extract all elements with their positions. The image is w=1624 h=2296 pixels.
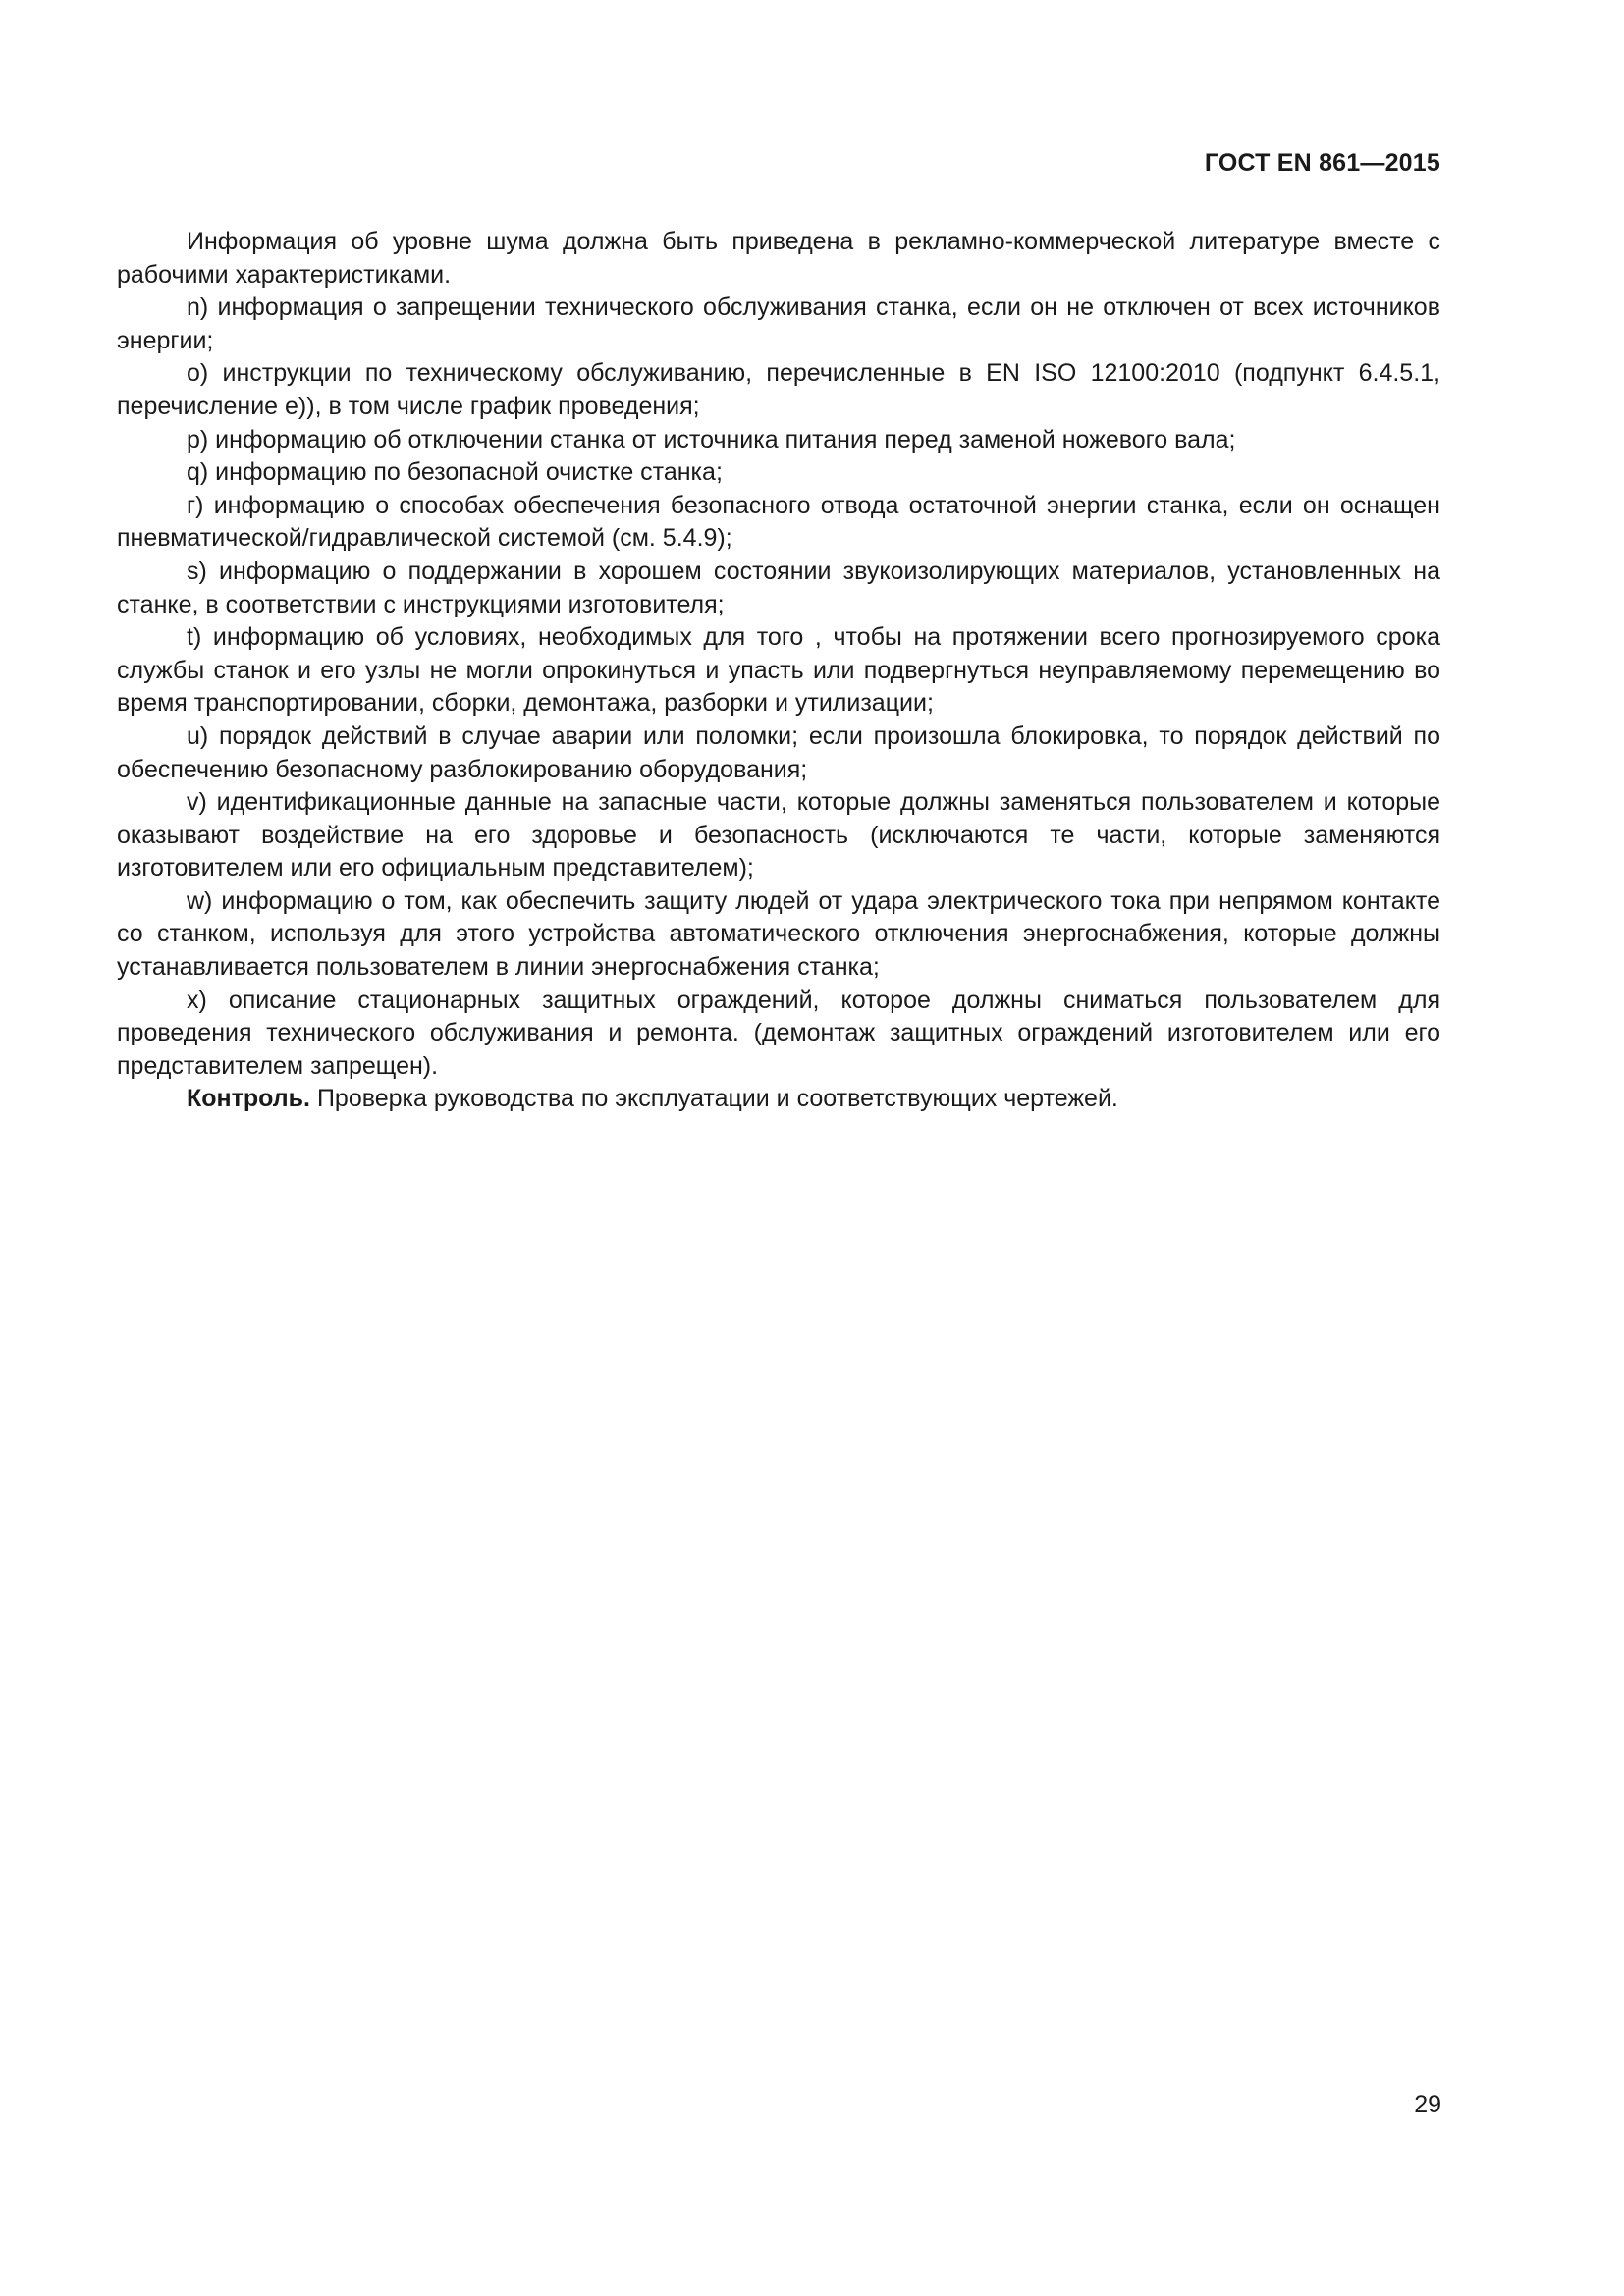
list-item-w: w) информацию о том, как обеспечить защиту людей от удара электрического тока при непрямом контакте со станком, используя для этого устройства автоматического отключения энергоснабжения, которые должны устанавливается пользователем в линии энергоснабжения станка; <box>117 886 1440 982</box>
list-item-u: u) порядок действий в случае аварии или поломки; если произошла блокировка, то порядок действий по обеспечению безопасному разблокированию оборудования; <box>117 721 1440 783</box>
list-item-p: р) информацию об отключении станка от источника питания перед заменой ножевого вала; <box>187 425 1236 454</box>
list-item-t: t) информацию об условиях, необходимых для того , чтобы на протяжении всего прогнозируемого срока службы станок и его узлы не могли опрокинуться и упасть или подвергнуться неуправляемому перемещению во время транспортировании, сборки, демонтажа, разборки и утилизации; <box>117 623 1440 718</box>
control-text: Проверка руководства по эксплуатации и соответствующих чертежей. <box>310 1085 1118 1113</box>
control-paragraph <box>117 1083 1440 1116</box>
paragraph-noise-info: Информация об уровне шума должна быть приведена в рекламно-коммерческой литературе вместе с рабочими характеристиками. <box>117 228 1440 289</box>
list-item-s: s) информацию о поддержании в хорошем состоянии звукоизолирующих материалов, установленных на станке, в соответствии с инструкциями изготовителя; <box>117 557 1440 618</box>
list-item-o: о) инструкции по техническому обслуживанию, перечисленные в EN ISO 12100:2010 (подпункт 6.4.5.1, перечисление е)), в том числе график проведения; <box>117 359 1440 420</box>
page-number: 29 <box>1414 2091 1441 2118</box>
document-code-header: ГОСТ EN 861—2015 <box>1204 149 1440 177</box>
list-item-q: q) информацию по безопасной очистке станка; <box>187 458 723 487</box>
list-item-x: x) описание стационарных защитных ограждений, которое должны сниматься пользователем для проведения технического обслуживания и ремонта. (демонтаж защитных ограждений изготовителем или его представителем запрещен). <box>117 986 1440 1080</box>
control-label: Контроль. <box>187 1085 310 1113</box>
list-item-r: г) информацию о способах обеспечения безопасного отвода остаточной энергии станка, если он оснащен пневматической/гидравлической системой (см. 5.4.9); <box>117 491 1440 553</box>
list-item-n: n) информация о запрещении технического обслуживания станка, если он не отключен от всех источников энергии; <box>117 294 1440 354</box>
list-item-v: v) идентификационные данные на запасные части, которые должны заменяться пользователем и которые оказывают воздействие на его здоровье и безопасность (исключаются те части, которые заменяются изготовителем или его официальным представителем); <box>117 788 1440 882</box>
document-body <box>117 226 1440 1116</box>
